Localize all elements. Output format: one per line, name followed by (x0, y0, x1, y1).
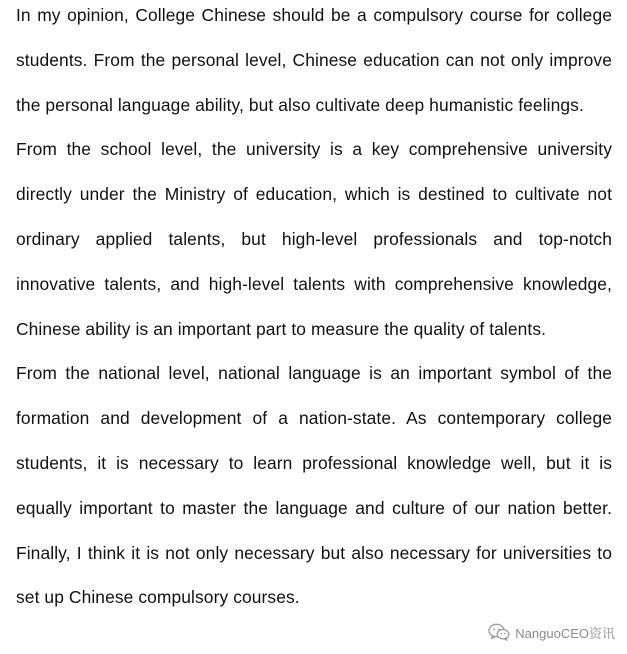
paragraph-2: From the school level, the university is a key comprehensive university directly under the Ministry of education, which is destined to cultivate not ordinary applied talents, but high-level professionals and top-notch innovative talents, and high-level talents with comprehensive knowledge, Chinese ability is an important part to measure the quality of talents. (16, 139, 612, 339)
document-body (16, 0, 612, 620)
paragraph-3: From the national level, national language is an important symbol of the formation and development of a nation-state. As contemporary college students, it is necessary to learn professional knowledge well, but it is equally important to master the language and culture of our nation better. Finally, I think it is not only necessary but also necessary for universities to set up Chinese compulsory courses. (16, 363, 612, 608)
watermark (484, 620, 617, 644)
watermark-label: NanguoCEO资讯 (515, 625, 615, 641)
wechat-icon (488, 623, 510, 641)
paragraph-1: In my opinion, College Chinese should be a compulsory course for college students. From the personal level, Chinese education can not only improve the personal language ability, but also cultivate deep humanistic feelings. (16, 5, 612, 115)
